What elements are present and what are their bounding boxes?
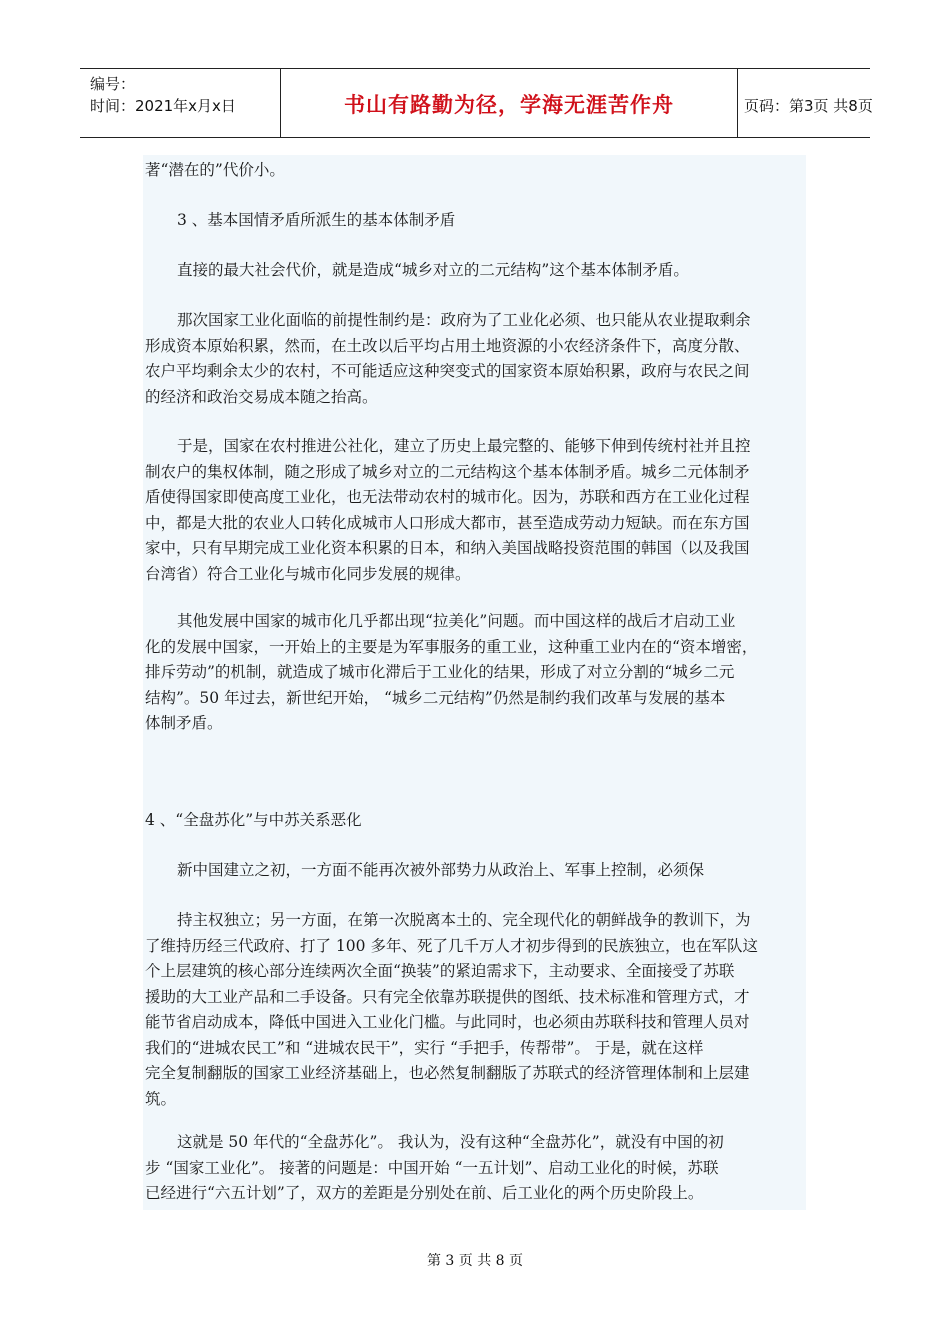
text-line: 结构”。50 年过去，新世纪开始， “城乡二元结构”仍然是制约我们改革与发展的基本 [145, 688, 726, 707]
paragraph-4 [145, 434, 810, 587]
paragraph-0 [145, 158, 810, 184]
section-heading-3 [145, 208, 842, 234]
header-motto-cell [280, 69, 738, 137]
text-line: 的经济和政治交易成本随之抬高。 [145, 387, 378, 406]
page-footer: 第 3 页 共 8 页 [426, 1253, 524, 1269]
paragraph-3 [145, 308, 810, 410]
text-line: 直接的最大社会代价，就是造成“城乡对立的二元结构”这个基本体制矛盾。 [177, 261, 689, 279]
text-line: 化的发展中国家，一开始上的主要是为军事服务的重工业，这种重工业内在的“资本增密， [145, 637, 758, 656]
text-line: 盾使得国家即使高度工业化，也无法带动农村的城市化。因为，苏联和西方在工业化过程 [145, 488, 750, 506]
text-line: 能节省启动成本，降低中国进入工业化门槛。与此同时，也必须由苏联科技和管理人员对 [145, 1013, 750, 1031]
text-line: 其他发展中国家的城市化几乎都出现“拉美化”问题。而中国这样的战后才启动工业 [177, 612, 736, 630]
text-line: 那次国家工业化面临的前提性制约是：政府为了工业化必须、也只能从农业提取剩余 [177, 311, 751, 329]
text-line: 著“潜在的”代价小。 [145, 161, 285, 179]
text-line: 完全复制翻版的国家工业经济基础上，也必然复制翻版了苏联式的经济管理体制和上层建 [145, 1064, 750, 1082]
text-line: 了维持历经三代政府、打了 100 多年、死了几千万人才初步得到的民族独立，也在军队这 [145, 936, 758, 955]
text-line: 新中国建立之初，一方面不能再次被外部势力从政治上、军事上控制，必须保 [177, 861, 705, 879]
header-page-cell [738, 69, 873, 137]
text-line: 台湾省）符合工业化与城市化同步发展的规律。 [145, 564, 471, 583]
heading-text: 4 、“全盘苏化”与中苏关系恶化 [145, 811, 362, 829]
text-line: 个上层建筑的核心部分连续两次全面“换装”的紧迫需求下，主动要求、全面接受了苏联 [145, 962, 735, 980]
paragraph-8 [145, 908, 810, 1112]
document-time-label: 时间：2021年x月x日 [90, 97, 236, 115]
text-line: 已经进行“六五计划”了，双方的差距是分别处在前、后工业化的两个历史阶段上。 [145, 1184, 704, 1202]
text-line: 持主权独立；另一方面，在第一次脱离本土的、完全现代化的朝鲜战争的教训下，为 [177, 911, 751, 929]
document-number-label: 编号： [90, 75, 136, 93]
text-line: 体制矛盾。 [145, 714, 223, 732]
text-line: 家中，只有早期完成工业化资本积累的日本，和纳入美国战略投资范围的韩国（以及我国 [145, 539, 750, 557]
section-heading-4 [145, 808, 810, 834]
paragraph-2 [145, 258, 842, 284]
text-line: 筑。 [145, 1089, 177, 1108]
header-motto: 书山有路勤为径，学海无涯苦作舟 [344, 93, 674, 117]
heading-text: 3 、基本国情矛盾所派生的基本体制矛盾 [177, 211, 456, 229]
text-line: 援助的大工业产品和二手设备。只有完全依靠苏联提供的图纸、技术标准和管理方式，才 [145, 987, 750, 1006]
header-info-cell [80, 69, 280, 137]
text-line: 我们的“进城农民工”和 “进城农民干”，实行 “手把手，传帮带”。 于是，就在这样 [145, 1038, 704, 1057]
text-line: 农户平均剩余太少的农村，不可能适应这种突变式的国家资本原始积累，政府与农民之间 [145, 362, 750, 380]
text-line: 排斥劳动”的机制，就造成了城市化滞后于工业化的结果，形成了对立分割的“城乡二元 [145, 663, 735, 681]
paragraph-5 [145, 609, 810, 737]
paragraph-7 [145, 858, 842, 884]
text-line: 中，都是大批的农业人口转化成城市人口形成大都市，甚至造成劳动力短缺。而在东方国 [145, 513, 750, 532]
text-line: 于是，国家在农村推进公社化，建立了历史上最完整的、能够下伸到传统村社并且控 [177, 437, 751, 455]
paragraph-9 [145, 1130, 810, 1207]
text-line: 制农户的集权体制，随之形成了城乡对立的二元结构这个基本体制矛盾。城乡二元体制矛 [145, 462, 750, 481]
text-line: 这就是 50 年代的“全盘苏化”。 我认为，没有这种“全盘苏化”，就没有中国的初 [177, 1133, 724, 1151]
text-line: 步 “国家工业化”。 接著的问题是：中国开始 “一五计划”、启动工业化的时候，苏联 [145, 1158, 719, 1177]
text-line: 形成资本原始积累，然而，在土改以后平均占用土地资源的小农经济条件下，高度分散、 [145, 336, 750, 355]
header-table [80, 68, 873, 138]
header-page-number: 页码：第3页 共8页 [744, 97, 873, 115]
